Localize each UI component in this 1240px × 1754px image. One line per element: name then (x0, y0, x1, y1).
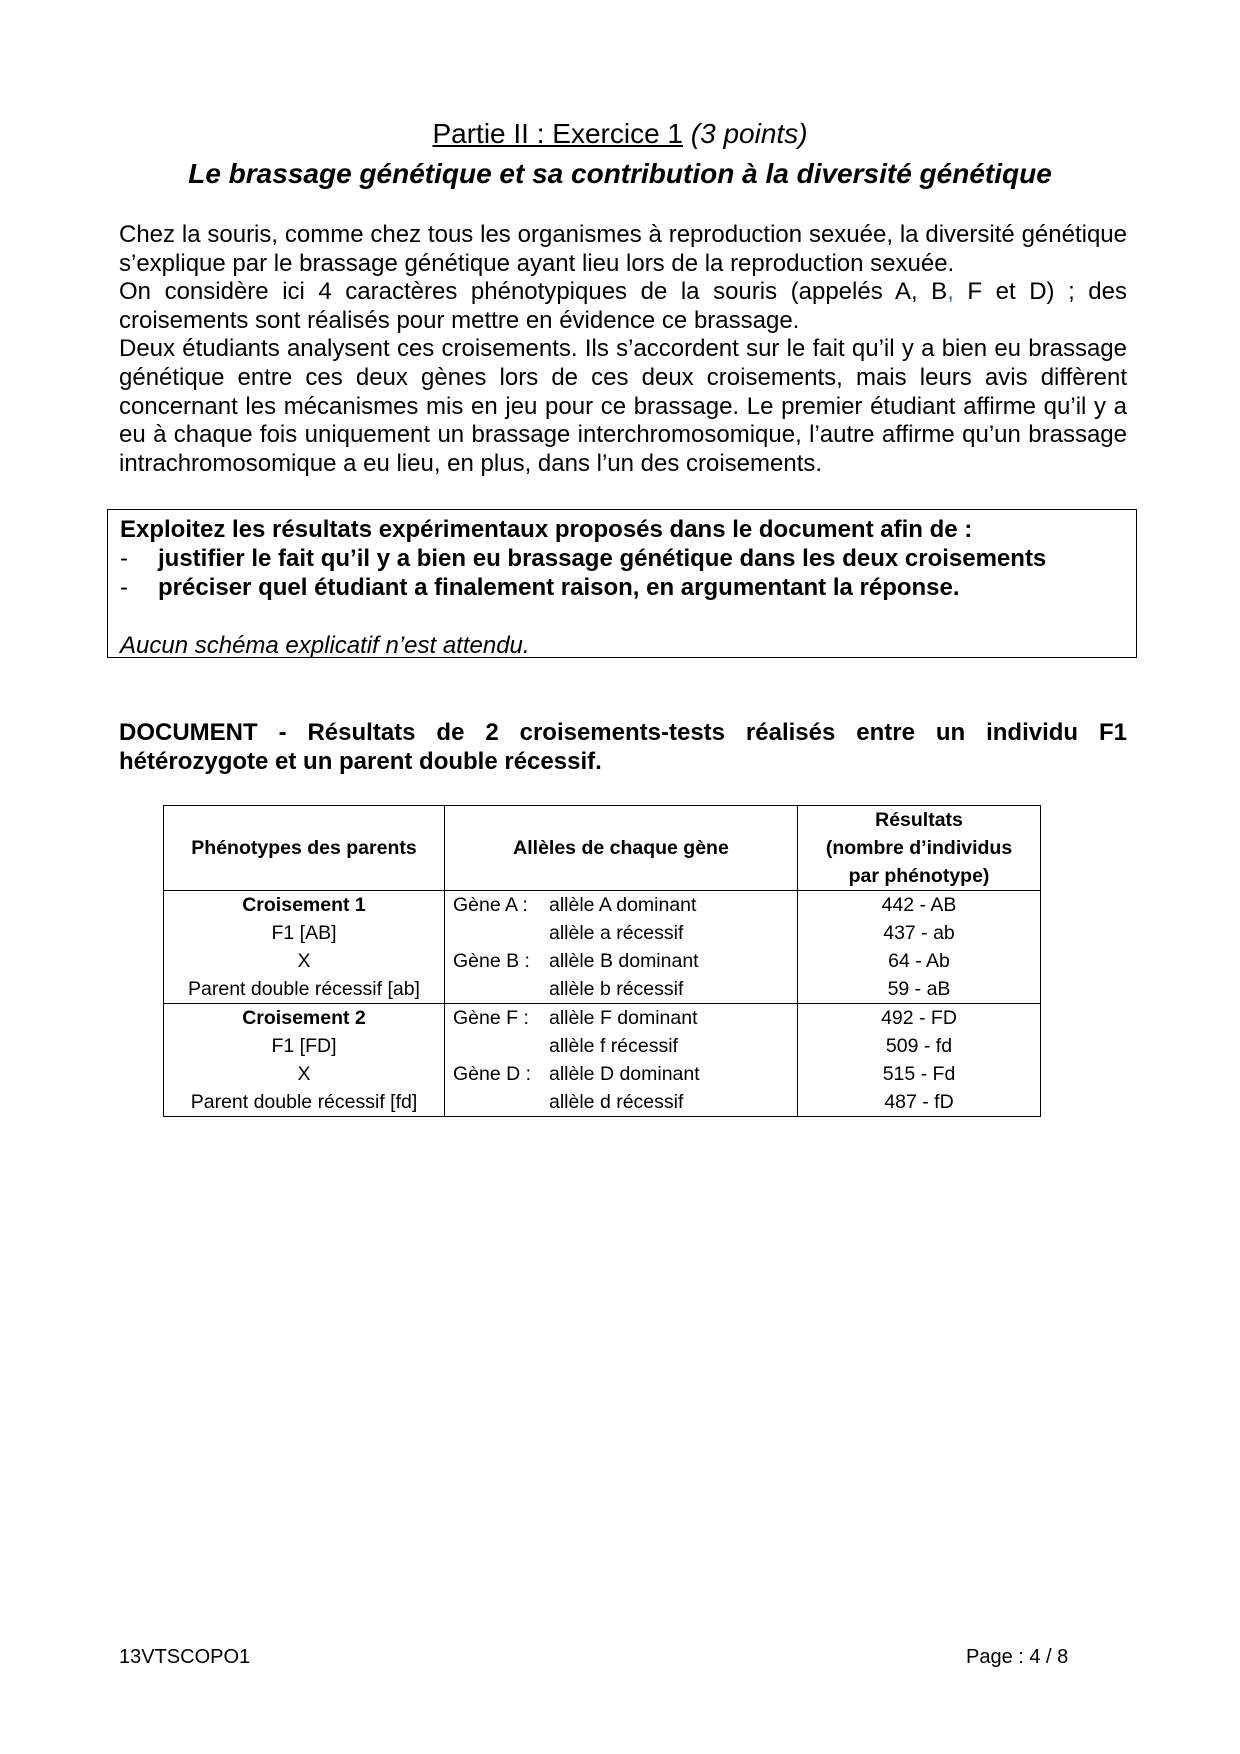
bullet-dash: - (120, 545, 128, 572)
allele-cell: allèle d récessif (445, 1088, 798, 1117)
allele-cell: Gène F : allèle F dominant (445, 1004, 798, 1033)
result-cell: 442 - AB (798, 891, 1041, 920)
blue-comma: , (947, 278, 954, 306)
parent-cell: Parent double récessif [fd] (164, 1088, 445, 1117)
result-cell: 509 - fd (798, 1032, 1041, 1060)
header-alleles: Allèles de chaque gène (445, 806, 798, 891)
header-parents: Phénotypes des parents (164, 806, 445, 891)
table-row (164, 1088, 1041, 1117)
allele-cell: Gène A : allèle A dominant (445, 891, 798, 920)
parent-cell: Parent double récessif [ab] (164, 975, 445, 1004)
parent-cell: F1 [AB] (164, 919, 445, 947)
cross-1-block (164, 891, 1041, 1004)
task-lead: Exploitez les résultats expérimentaux proposés dans le document afin de : (120, 516, 973, 543)
allele-cell: allèle f récessif (445, 1032, 798, 1060)
intro-paragraph-2: On considère ici 4 caractères phénotypiques de la souris (appelés A, B, F et D) ; des croisements sont réalisés pour mettre en évidence ce brassage. (119, 278, 1127, 334)
parent-cell: Croisement 2 (164, 1004, 445, 1033)
exercise-heading (0, 118, 1240, 150)
results-table (163, 805, 1041, 1117)
result-cell: 437 - ab (798, 919, 1041, 947)
allele-cell: allèle a récessif (445, 919, 798, 947)
result-cell: 64 - Ab (798, 947, 1041, 975)
exercise-points: (3 points) (690, 118, 808, 149)
task-note: Aucun schéma explicatif n’est attendu. (120, 632, 530, 659)
result-cell: 515 - Fd (798, 1060, 1041, 1088)
task-item-text: préciser quel étudiant a finalement raison, en argumentant la réponse. (158, 574, 960, 601)
document-title: DOCUMENT - Résultats de 2 croisements-tests réalisés entre un individu F1 hétérozygote et un parent double récessif. (119, 719, 1127, 775)
footer-code: 13VTSCOPO1 (119, 1646, 251, 1668)
table-row (164, 1060, 1041, 1088)
task-item-2 (120, 573, 1124, 602)
intro-text (119, 221, 1127, 478)
parent-cell: X (164, 1060, 445, 1088)
allele-cell: allèle b récessif (445, 975, 798, 1004)
footer-page-number: Page : 4 / 8 (966, 1646, 1069, 1668)
allele-cell: Gène B : allèle B dominant (445, 947, 798, 975)
result-cell: 487 - fD (798, 1088, 1041, 1117)
parent-cell: X (164, 947, 445, 975)
exercise-title: Partie II : Exercice 1 (432, 118, 684, 149)
parent-cell: Croisement 1 (164, 891, 445, 920)
header-results: Résultats (nombre d’individus par phénotype) (798, 806, 1041, 891)
task-item-text: justifier le fait qu’il y a bien eu brassage génétique dans les deux croisements (158, 545, 1047, 572)
parent-cell: F1 [FD] (164, 1032, 445, 1060)
table-row (164, 919, 1041, 947)
table-row (164, 891, 1041, 920)
table-header-row (164, 806, 1041, 891)
table-row (164, 1004, 1041, 1033)
intro-paragraph-1: Chez la souris, comme chez tous les organismes à reproduction sexuée, la diversité génétique s’explique par le brassage génétique ayant lieu lors de la reproduction sexuée. (119, 221, 1127, 277)
allele-cell: Gène D : allèle D dominant (445, 1060, 798, 1088)
bullet-dash: - (120, 574, 128, 601)
task-item-1 (120, 544, 1124, 573)
intro-paragraph-3: Deux étudiants analysent ces croisements. Ils s’accordent sur le fait qu’il y a bien eu brassage génétique entre ces deux gènes lors de ces deux croisements, mais leurs avis diffèrent concernant les mécanismes mis en jeu pour ce brassage. Le premier étudiant affirme qu’il y a eu à chaque fois uniquement un brassage interchromosomique, l’autre affirme qu’un brassage intrachromosomique a eu lieu, en plus, dans l’un des croisements. (119, 335, 1127, 477)
result-cell: 59 - aB (798, 975, 1041, 1004)
table-row (164, 1032, 1041, 1060)
cross-2-block (164, 1004, 1041, 1117)
table-row (164, 975, 1041, 1004)
table-row (164, 947, 1041, 975)
task-box (107, 509, 1137, 658)
exercise-subtitle: Le brassage génétique et sa contribution à la diversité génétique (188, 158, 1052, 189)
result-cell: 492 - FD (798, 1004, 1041, 1033)
